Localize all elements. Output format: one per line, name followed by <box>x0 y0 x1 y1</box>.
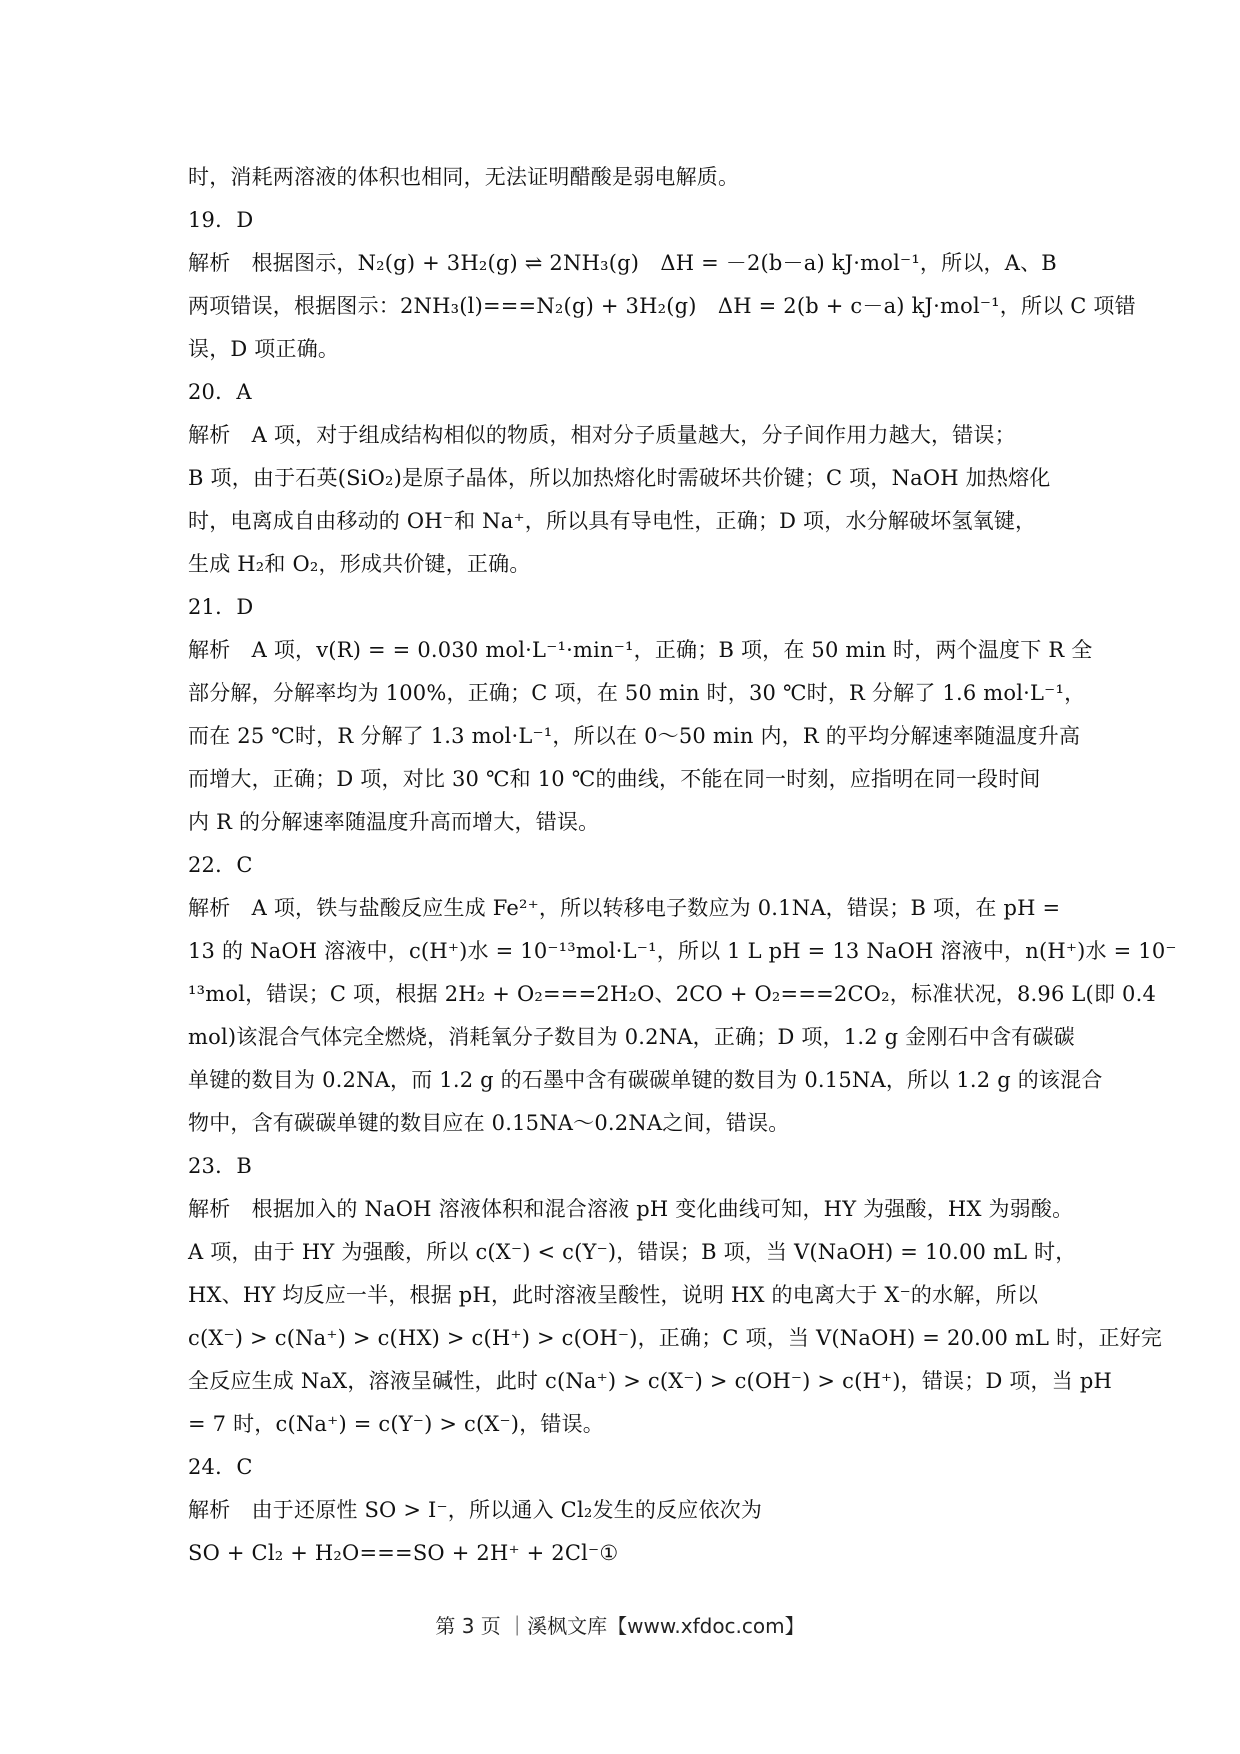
text-line: 而增大，正确；D 项，对比 30 ℃和 10 ℃的曲线，不能在同一时刻，应指明在同一段时间 <box>188 767 1041 791</box>
text-line: mol)该混合气体完全燃烧，消耗氧分子数目为 0.2NA，正确；D 项，1.2 g 金刚石中含有碳碳 <box>188 1025 1075 1049</box>
text-line: 时，电离成自由移动的 OH⁻和 Na⁺，所以具有导电性，正确；D 项，水分解破坏氢氧键， <box>188 509 1037 533</box>
text-line: HX、HY 均反应一半，根据 pH，此时溶液呈酸性，说明 HX 的电离大于 X⁻的水解，所以 <box>188 1283 1039 1307</box>
text-line: 解析 A 项，v(R) = = 0.030 mol·L⁻¹·min⁻¹，正确；B 项，在 50 min 时，两个温度下 R 全 <box>188 638 1093 662</box>
text-line: 解析 由于还原性 SO > I⁻，所以通入 Cl₂发生的反应依次为 <box>188 1498 763 1522</box>
text-line: 生成 H₂和 O₂，形成共价键，正确。 <box>188 552 531 576</box>
text-line: = 7 时，c(Na⁺) = c(Y⁻) > c(X⁻)，错误。 <box>188 1412 605 1436</box>
text-line: 两项错误，根据图示：2NH₃(l)===N₂(g) + 3H₂(g) ΔH = 2(b + c－a) kJ·mol⁻¹，所以 C 项错 <box>188 294 1136 318</box>
text-line: c(X⁻) > c(Na⁺) > c(HX) > c(H⁺) > c(OH⁻)，正确；C 项，当 V(NaOH) = 20.00 mL 时，正好完 <box>188 1326 1163 1350</box>
text-line: 物中，含有碳碳单键的数目应在 0.15NA～0.2NA之间，错误。 <box>188 1111 790 1135</box>
answer-header-20: 20．A <box>188 380 252 404</box>
text-line: 内 R 的分解速率随温度升高而增大，错误。 <box>188 810 600 834</box>
text-line: 部分解，分解率均为 100%，正确；C 项，在 50 min 时，30 ℃时，R 分解了 1.6 mol·L⁻¹， <box>188 681 1086 705</box>
page-footer: 第 3 页 ｜溪枫文库【www.xfdoc.com】 <box>435 1614 805 1638</box>
text-line: 解析 根据图示，N₂(g) + 3H₂(g) ⇌ 2NH₃(g) ΔH = －2(b－a) kJ·mol⁻¹，所以，A、B <box>188 251 1057 275</box>
text-line: ¹³mol，错误；C 项，根据 2H₂ + O₂===2H₂O、2CO + O₂===2CO₂，标准状况，8.96 L(即 0.4 <box>188 982 1157 1006</box>
text-line: 全反应生成 NaX，溶液呈碱性，此时 c(Na⁺) > c(X⁻) > c(OH⁻) > c(H⁺)，错误；D 项，当 pH <box>188 1369 1112 1393</box>
text-line: 解析 根据加入的 NaOH 溶液体积和混合溶液 pH 变化曲线可知，HY 为强酸，HX 为弱酸。 <box>188 1197 1074 1221</box>
text-line: B 项，由于石英(SiO₂)是原子晶体，所以加热熔化时需破坏共价键；C 项，NaOH 加热熔化 <box>188 466 1051 490</box>
text-line: 解析 A 项，对于组成结构相似的物质，相对分子质量越大，分子间作用力越大，错误； <box>188 423 1016 447</box>
text-line: 单键的数目为 0.2NA，而 1.2 g 的石墨中含有碳碳单键的数目为 0.15NA，所以 1.2 g 的该混合 <box>188 1068 1103 1092</box>
text-line: 误，D 项正确。 <box>188 337 340 361</box>
text-line: 时，消耗两溶液的体积也相同，无法证明醋酸是弱电解质。 <box>188 165 740 189</box>
text-line: A 项，由于 HY 为强酸，所以 c(X⁻) < c(Y⁻)，错误；B 项，当 V(NaOH) = 10.00 mL 时， <box>188 1240 1077 1264</box>
text-line: 而在 25 ℃时，R 分解了 1.3 mol·L⁻¹，所以在 0～50 min 内，R 的平均分解速率随温度升高 <box>188 724 1081 748</box>
answer-header-23: 23．B <box>188 1154 252 1178</box>
answer-header-19: 19．D <box>188 208 254 232</box>
answer-header-22: 22．C <box>188 853 253 877</box>
document-body <box>188 156 1177 1575</box>
answer-header-24: 24．C <box>188 1455 253 1479</box>
text-line: SO + Cl₂ + H₂O===SO + 2H⁺ + 2Cl⁻① <box>188 1541 619 1565</box>
text-line: 13 的 NaOH 溶液中，c(H⁺)水 = 10⁻¹³mol·L⁻¹，所以 1 L pH = 13 NaOH 溶液中，n(H⁺)水 = 10⁻ <box>188 939 1177 963</box>
text-line: 解析 A 项，铁与盐酸反应生成 Fe²⁺，所以转移电子数应为 0.1NA，错误；B 项，在 pH = <box>188 896 1061 920</box>
answer-header-21: 21．D <box>188 595 254 619</box>
